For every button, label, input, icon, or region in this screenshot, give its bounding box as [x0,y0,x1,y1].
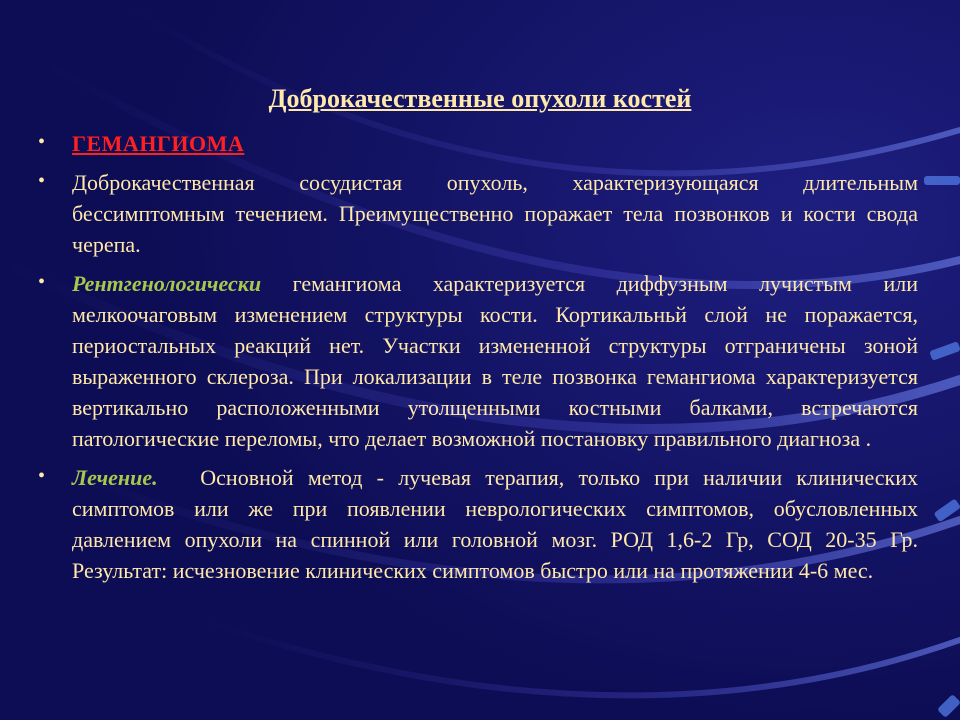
bullet-dot-icon: • [38,131,46,153]
radiology-text: гемангиома характеризуется диффузным лучистым или мелкоочаговым изменением структуры кости. Кортикальньй слой не поражается, периостальных реакций нет. Участки измененной структуры отграничены зоной выраженного склероза. При локализации в теле позвонка гемангиома характеризуется вертикально расположенными утолщенными костными балками, встречаются патологические переломы, что делает возможной постановку правильного диагноза . [72,271,924,451]
bullet-dot-icon: • [38,271,46,293]
bullet-radiology [38,268,924,454]
bullet-list [38,128,924,594]
slide-title: Доброкачественные опухоли костей [268,84,692,113]
radiology-emphasis: Рентгенологически [72,271,262,296]
treatment-emphasis: Лечение. [72,465,158,490]
bullet-dot-icon: • [38,465,46,487]
treatment-text: Основной метод - лучевая терапия, только при наличии клинических симптомов или же при появлении неврологических симптомов, обусловленных давлением опухоли на спинной или головной мозг. РОД 1,6-2 Гр, СОД 20-35 Гр. Результат: исчезновение клинических симптомов быстро или на протяжении 4-6 мес. [72,465,924,583]
bullet-definition [38,167,918,260]
bullet-treatment [38,462,924,586]
hemangioma-heading: ГЕМАНГИОМА [72,131,245,156]
bullet-dot-icon: • [38,170,46,192]
definition-text: Доброкачественная сосудистая опухоль, характеризующаяся длительным бессимптомным течением. Преимущественно поражает тела позвонков и кости свода черепа. [72,170,918,257]
bullet-heading [38,128,918,159]
